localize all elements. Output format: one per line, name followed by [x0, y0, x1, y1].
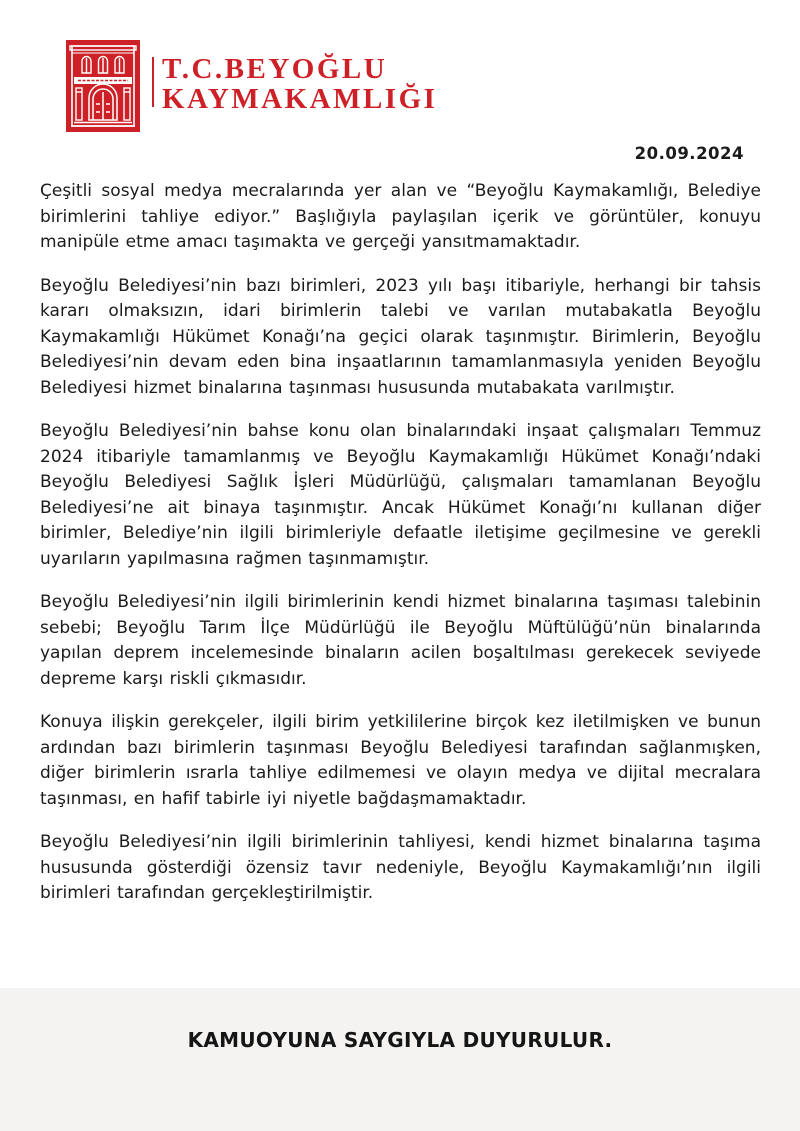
org-name-line1: T.C.BEYOĞLU [162, 53, 388, 85]
paragraph-6: Beyoğlu Belediyesi’nin ilgili birimlerinin tahliyesi, kendi hizmet binalarına taşıma hususunda gösterdiği özensiz tavır nedeniyle, Beyoğlu Kaymakamlığı’nın ilgili birimleri tarafından gerçekleştirilmiştir. [40, 832, 761, 903]
paragraph-5: Konuya ilişkin gerekçeler, ilgili birim yetkililerine birçok kez iletilmişken ve bunun ardından bazı birimlerin taşınması Beyoğlu Belediyesi tarafından sağlanmışken, diğer birimlerin ısrarla tahliye edilmemesi ve olayın medya ve dijital mecralara taşınması, en hafif tabirle iyi niyetle bağdaşmamaktadır. [40, 712, 761, 809]
document-date: 20.09.2024 [634, 144, 744, 163]
announcement-body [0, 163, 800, 937]
org-name-line2: KAYMAKAMLIĞI [162, 83, 438, 116]
paragraph-3: Beyoğlu Belediyesi’nin bahse konu olan binalarındaki inşaat çalışmaları Temmuz 2024 itibariyle tamamlanmış ve Beyoğlu Kaymakamlığı Hükümet Konağı’ndaki Beyoğlu Belediyesi Sağlık İşleri Müdürlüğü, çalışmaları tamamlanan Beyoğlu Belediyesi’ne ait binaya taşınmıştır. Ancak Hükümet Konağı’nı kullanan diğer birimler, Belediye’nin ilgili birimleriyle defaatle iletişime geçilmesine ve gerekli uyarıların yapılmasına rağmen taşınmamıştır. [40, 421, 761, 569]
paragraph-2: Beyoğlu Belediyesi’nin bazı birimleri, 2023 yılı başı itibariyle, herhangi bir tahsis kararı olmaksızın, idari birimlerin talebi ve varılan mutabakatla Beyoğlu Kaymakamlığı Hükümet Konağı’na geçici olarak taşınmıştır. Birimlerin, Beyoğlu Belediyesi’nin devam eden bina inşaatlarının tamamlanmasıyla yeniden Beyoğlu Belediyesi hizmet binalarına taşınması hususunda mutabakata varılmıştır. [40, 275, 761, 398]
brand-block [66, 40, 760, 132]
closing-banner [0, 988, 800, 1131]
letterhead [0, 0, 800, 163]
paragraph-1: Çeşitli sosyal medya mecralarında yer alan ve “Beyoğlu Kaymakamlığı, Belediye birimlerini tahliye ediyor.” Başlığıyla paylaşılan içerik ve görüntüler, konuyu manipüle etme amacı taşımakta ve gerçeği yansıtmamaktadır. [40, 181, 761, 252]
paragraph-4: Beyoğlu Belediyesi’nin ilgili birimlerinin kendi hizmet binalarına taşıması talebinin sebebi; Beyoğlu Tarım İlçe Müdürlüğü ile Beyoğlu Müftülüğü’nün binalarında yapılan deprem incelemesinde binaların acilen boşaltılması gerekecek seviyede depreme karşı riskli çıkmasıdır. [40, 592, 761, 689]
logo-divider [152, 57, 154, 107]
closing-statement: KAMUOYUNA SAYGIYLA DUYURULUR. [187, 1028, 613, 1052]
government-building-icon [66, 40, 140, 132]
org-name [162, 54, 437, 114]
